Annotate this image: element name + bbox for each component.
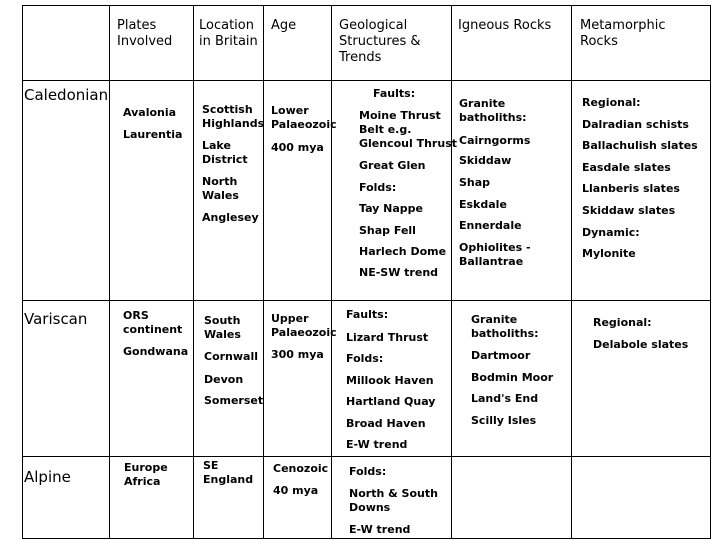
cal-fault-moine-thrust: Moine Thrust xyxy=(359,109,441,122)
var-igneous-dartmoor: Dartmoor xyxy=(471,349,531,362)
era-alpine: Alpine xyxy=(24,468,71,486)
var-plate-gondwana: Gondwana xyxy=(123,345,189,358)
cal-igneous-cairngorms: Cairngorms xyxy=(459,134,531,147)
col-divider-4 xyxy=(263,5,264,539)
cal-meta-skiddaw-slates: Skiddaw slates xyxy=(582,204,676,217)
var-location-cornwall: Cornwall xyxy=(204,350,259,363)
header-geological-structures: Geological Structures & Trends xyxy=(339,18,421,65)
cal-igneous-eskdale: Eskdale xyxy=(459,198,507,211)
row-divider-variscan-alpine xyxy=(22,456,711,457)
var-age-mya: 300 mya xyxy=(271,348,324,361)
var-fold-broad-haven: Broad Haven xyxy=(346,417,426,430)
var-fold-hartland-quay: Hartland Quay xyxy=(346,395,436,408)
cal-plate-avalonia: Avalonia xyxy=(123,106,177,119)
alp-age-period: Cenozoic xyxy=(273,462,329,475)
col-divider-5 xyxy=(331,5,332,539)
era-variscan: Variscan xyxy=(24,310,88,328)
alp-folds-label: Folds: xyxy=(349,465,387,478)
header-row-divider xyxy=(22,80,711,81)
cal-igneous-ophiolites: Ophiolites - Ballantrae xyxy=(459,241,531,268)
cal-meta-ballachulish-slates: Ballachulish slates xyxy=(582,139,698,152)
var-folds-label: Folds: xyxy=(346,352,384,365)
var-location-somerset: Somerset xyxy=(204,394,264,407)
table-border-top xyxy=(22,5,711,6)
header-age: Age xyxy=(271,18,297,33)
table-border-bottom xyxy=(22,538,711,539)
cal-meta-dalradian-schists: Dalradian schists xyxy=(582,118,689,131)
cal-meta-llanberis-slates: Llanberis slates xyxy=(582,182,680,195)
header-igneous-rocks: Igneous Rocks xyxy=(458,18,552,33)
var-fault-lizard-thrust: Lizard Thrust xyxy=(346,331,429,344)
cal-igneous-granite-batholiths: Granite batholiths: xyxy=(459,97,527,124)
cal-fold-tay-nappe: Tay Nappe xyxy=(359,202,424,215)
col-divider-7 xyxy=(571,5,572,539)
table-border-right xyxy=(710,5,711,539)
var-fold-millook-haven: Millook Haven xyxy=(346,374,434,387)
cal-age-period: Lower Palaeozoic xyxy=(271,104,337,131)
col-divider-1 xyxy=(22,5,23,539)
cal-igneous-shap: Shap xyxy=(459,176,491,189)
cal-age-mya: 400 mya xyxy=(271,141,324,154)
col-divider-2 xyxy=(109,5,110,539)
row-divider-caledonian-variscan xyxy=(22,300,711,301)
var-meta-regional-label: Regional: xyxy=(593,316,652,329)
cal-meta-mylonite: Mylonite xyxy=(582,247,636,260)
var-igneous-granite-batholiths: Granite batholiths: xyxy=(471,313,539,340)
alp-fold-north-south-downs: North & South Downs xyxy=(349,487,438,514)
cal-fold-harlech-dome: Harlech Dome xyxy=(359,245,447,258)
alp-age-mya: 40 mya xyxy=(273,484,319,497)
cal-plate-laurentia: Laurentia xyxy=(123,128,183,141)
alp-trend: E-W trend xyxy=(349,523,411,536)
col-divider-6 xyxy=(451,5,452,539)
cal-location-scottish-highlands: Scottish Highlands xyxy=(202,103,265,130)
var-faults-label: Faults: xyxy=(346,308,389,321)
var-trend: E-W trend xyxy=(346,438,408,451)
header-plates-involved: Plates Involved xyxy=(117,18,173,49)
alp-location-se-england: SE England xyxy=(203,459,254,486)
var-meta-delabole-slates: Delabole slates xyxy=(593,338,689,351)
header-location-in-britain: Location in Britain xyxy=(199,18,258,49)
var-age-period: Upper Palaeozoic xyxy=(271,312,337,339)
cal-fault-great-glen: Great Glen xyxy=(359,159,426,172)
var-igneous-scilly-isles: Scilly Isles xyxy=(471,414,537,427)
col-divider-3 xyxy=(193,5,194,539)
era-caledonian: Caledonian xyxy=(24,86,109,104)
alp-plate-europe-africa: Europe Africa xyxy=(124,461,168,488)
cal-meta-regional-label: Regional: xyxy=(582,96,641,109)
cal-location-anglesey: Anglesey xyxy=(202,211,259,224)
var-location-south-wales: South Wales xyxy=(204,314,241,341)
cal-location-lake-district: Lake District xyxy=(202,139,248,166)
cal-faults-label: Faults: xyxy=(373,87,416,100)
cal-fault-glencoul-belt: Belt e.g. Glencoul Thrust xyxy=(359,123,457,150)
header-metamorphic-rocks: Metamorphic Rocks xyxy=(580,18,666,49)
cal-fold-shap-fell: Shap Fell xyxy=(359,224,416,237)
var-plate-ors-continent: ORS continent xyxy=(123,309,183,336)
cal-location-north-wales: North Wales xyxy=(202,175,239,202)
var-igneous-lands-end: Land's End xyxy=(471,392,539,405)
cal-igneous-ennerdale: Ennerdale xyxy=(459,219,522,232)
cal-meta-dynamic-label: Dynamic: xyxy=(582,226,640,239)
var-igneous-bodmin-moor: Bodmin Moor xyxy=(471,371,554,384)
cal-meta-easdale-slates: Easdale slates xyxy=(582,161,671,174)
cal-folds-label: Folds: xyxy=(359,181,397,194)
cal-trend: NE-SW trend xyxy=(359,266,439,279)
cal-igneous-skiddaw: Skiddaw xyxy=(459,154,512,167)
var-location-devon: Devon xyxy=(204,373,244,386)
